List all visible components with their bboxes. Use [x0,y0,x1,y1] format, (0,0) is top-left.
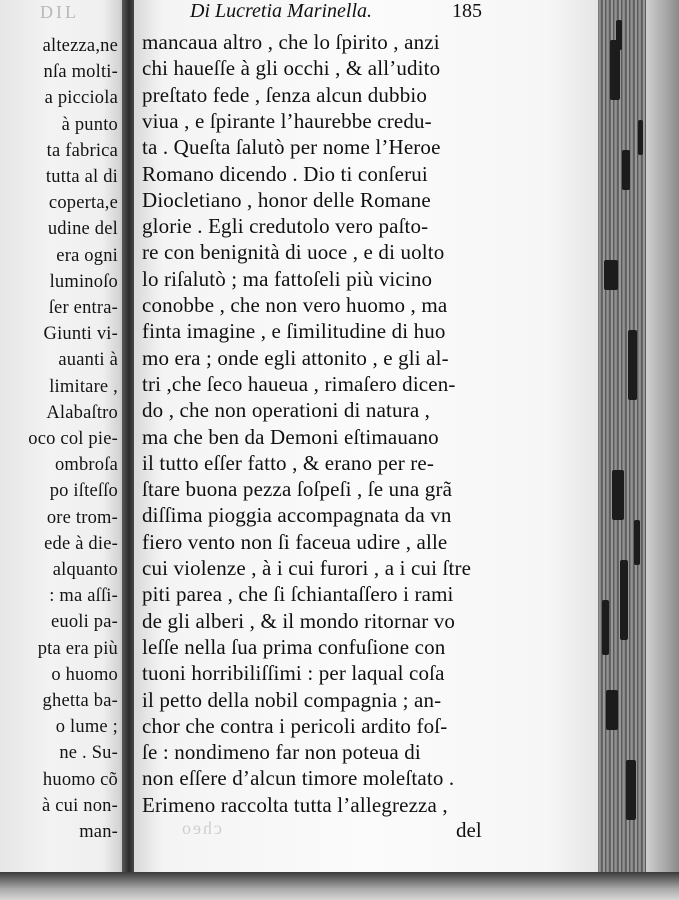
left-text-line: limitare , [49,376,118,397]
edge-stain [602,600,609,655]
edge-stain [616,20,622,50]
left-text-line: nſa molti- [43,62,118,83]
text-line: finta imagine , e ſimilitudine di huo [142,319,446,344]
left-text-line: tutta al di [45,167,118,187]
edge-stain [628,330,637,400]
left-text-line: udine del [47,219,118,240]
text-line: fiero vento non ſi faceua udire , alle [142,529,448,554]
text-line: piti parea , che ſi ſchiantaſſero i rami [142,582,454,607]
text-line: chi haueſſe à gli occhi , & all’udito [142,56,441,81]
text-line: il petto della nobil compagnia ; an- [142,687,442,712]
left-text-line: huomo cõ [42,769,118,790]
text-line: conobbe , che non vero huomo , ma [142,293,448,317]
text-line: Diocletiano , honor delle Romane [142,187,431,212]
text-line: viua , e ſpirante l’haurebbe credu- [142,108,432,133]
left-text-line: ghetta ba- [42,691,118,711]
left-text-line: ombroſa [54,455,118,476]
edge-stain [612,470,624,520]
text-line: diſſima pioggia accompagnata da vn [142,503,452,528]
right-page [134,0,604,882]
catchword: del [456,818,482,842]
text-line: cui violenze , à i cui furori , a i cui ſtre [142,556,472,580]
left-text-line: o lume ; [55,717,118,738]
text-line: re con benignità di uoce , e di uolto [142,240,445,265]
left-text-line: era ogni [56,245,118,266]
book-cover-edge [646,0,679,900]
text-line: ſtare buona pezza ſoſpeſi , ſe una grã [142,477,453,502]
left-text-line: altezza,ne [42,36,118,56]
text-line: glorie . Egli credutolo vero paſto- [142,214,429,239]
left-text-line: oco col pie- [28,429,118,449]
text-line: mancaua altro , che lo ſpirito , anzi [142,30,440,54]
edge-stain [626,760,636,820]
left-text-line: ne . Su- [59,743,118,764]
text-line: tri ,che ſeco haueua , rimaſero dicen- [142,371,456,396]
left-text-line: man- [79,822,118,842]
edge-stain [606,690,618,730]
left-text-line: euoli pa- [50,612,118,633]
left-page [0,0,128,872]
page-number: 185 [452,0,482,22]
edge-stain [634,520,640,565]
text-line: Erimeno raccolta tutta l’allegrezza , [142,792,448,817]
running-head: Di Lucretia Marinella. [190,0,373,22]
text-line: leſſe nella ſua prima confuſione con [142,634,446,659]
text-line: Romano dicendo . Dio ti conſerui [142,161,428,186]
left-text-line: à cui non- [42,795,118,816]
text-line: lo riſalutò ; ma fattoſeli più vicino [142,266,433,291]
text-line: tuoni horribiliſſimi : per laqual coſa [142,661,445,686]
text-line: mo era ; onde egli attonito , e gli al- [142,345,449,370]
left-text-line: o huomo [51,664,118,685]
left-text-line: auanti à [58,350,118,371]
text-line: il tutto eſſer fatto , & erano per re- [142,450,434,475]
left-text-line: Giunti vi- [43,324,118,345]
text-line: ta . Queſta ſalutò per nome l’Heroe [142,135,441,160]
left-text-line: pta era più [37,638,118,659]
edge-stain [620,560,628,640]
left-text-line: coperta,e [48,193,118,214]
left-text-line: Alabaſtro [46,402,118,423]
left-text-line: alquanto [52,560,118,580]
text-line: ma che ben da Demoni eſtimauano [142,424,439,449]
left-text-line: : ma aſſi- [49,586,118,607]
text-line: de gli alberi , & il mondo ritornar vo [142,608,456,633]
left-text-line: luminoſo [49,271,118,292]
left-text-line: ore trom- [46,507,118,528]
edge-stain [638,120,643,155]
text-line: chor che contra i pericoli ardito foſ- [142,713,448,738]
left-page-faint-header: DIL [40,2,79,22]
text-line: ſe : nondimeno far non poteua di [142,740,421,765]
left-text-line: a picciola [44,88,118,109]
left-text-line: ſer entra- [48,298,118,318]
show-through-text: cheo [180,818,222,838]
edge-stain [622,150,630,190]
left-text-line: ta fabrica [46,140,118,161]
text-line: preſtato fede , ſenza alcun dubbio [142,82,427,107]
book-bottom-edge [0,872,679,900]
left-text-line: po iſteſſo [49,481,118,502]
text-line: do , che non operationi di natura , [142,398,431,423]
left-text-line: ede à die- [44,533,118,554]
edge-stain [604,260,618,290]
text-line: non eſſere d’alcun timore moleſtato . [142,766,455,791]
left-text-line: à punto [61,114,118,135]
